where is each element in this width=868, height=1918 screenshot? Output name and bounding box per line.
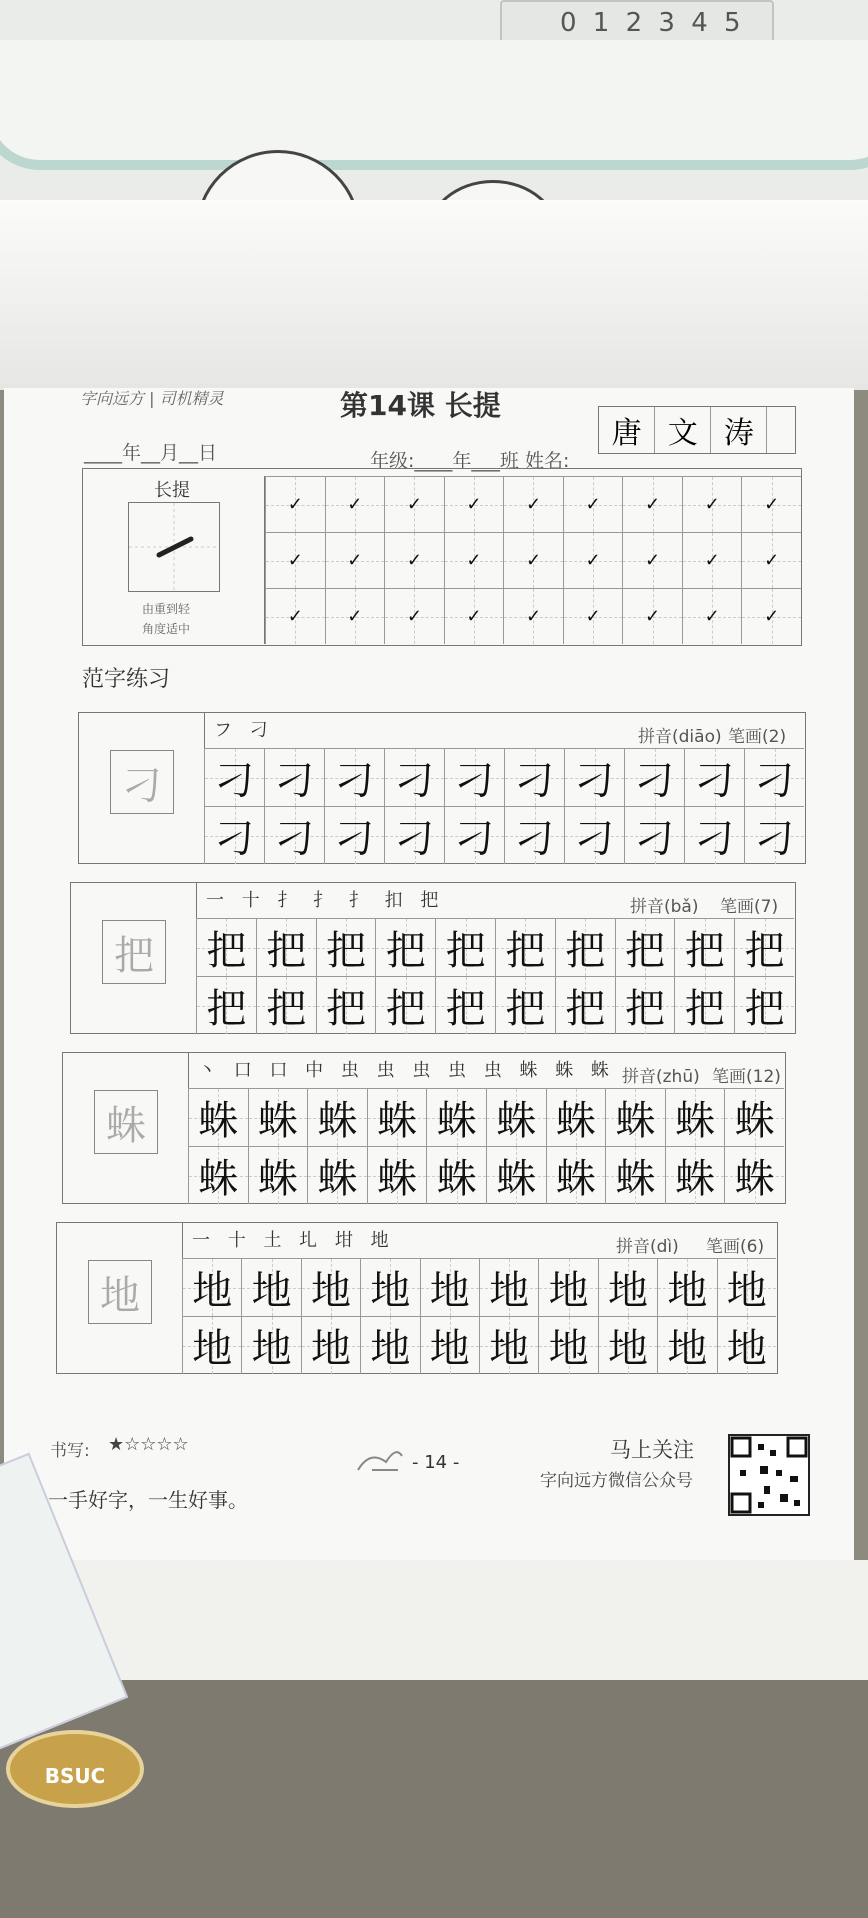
stroke-practice-cell [682, 588, 742, 644]
stroke-order: フ 刁 [214, 720, 274, 741]
handwritten-character: 地 [429, 1326, 470, 1372]
handwritten-character: 地 [192, 1326, 233, 1372]
handwritten-character: 蛛 [436, 1156, 477, 1202]
handwritten-character: 刁 [574, 816, 615, 862]
handwritten-character: 刁 [394, 816, 435, 862]
stroke-practice-cell [325, 532, 385, 588]
handwritten-character: 刁 [394, 758, 435, 804]
section-title: 范字练习 [82, 667, 171, 692]
handwritten-character: 地 [192, 1268, 233, 1314]
handwritten-character: 把 [744, 928, 785, 974]
writing-practice-grid [196, 918, 794, 1032]
stroke-order: 一 十 扌 扌 扌 扣 把 [206, 890, 445, 911]
handwritten-cell [734, 976, 794, 1034]
handwritten-character: 蛛 [317, 1156, 358, 1202]
handwritten-character: 地 [548, 1268, 589, 1314]
handwritten-cell [196, 976, 256, 1034]
long-rise-stroke-diagram [129, 503, 219, 591]
handwritten-character: 刁 [274, 816, 315, 862]
handwritten-cell [420, 1258, 479, 1316]
handwritten-cell [624, 748, 684, 806]
practice-check-mark: ✓ [466, 550, 482, 571]
pinyin: 拼音(dì) [616, 1237, 679, 1257]
handwritten-cell [256, 976, 316, 1034]
handwritten-cell [724, 1146, 784, 1204]
handwritten-cell [546, 1088, 606, 1146]
stroke-practice-cell [444, 476, 504, 532]
handwritten-cell [301, 1316, 360, 1374]
name-char: 涛 [711, 407, 767, 453]
handwritten-character: 地 [489, 1268, 530, 1314]
bsuc-logo: BSUC [6, 1730, 144, 1808]
practice-check-mark: ✓ [585, 550, 601, 571]
stroke-practice-cell [563, 476, 623, 532]
handwritten-cell [307, 1146, 367, 1204]
practice-check-mark: ✓ [347, 606, 363, 627]
practice-check-mark: ✓ [406, 550, 422, 571]
handwritten-cell [307, 1088, 367, 1146]
handwritten-character: 把 [385, 928, 426, 974]
handwritten-character: 把 [206, 928, 247, 974]
stroke-practice-cell [622, 588, 682, 644]
handwritten-cell [486, 1088, 546, 1146]
handwritten-cell [426, 1088, 486, 1146]
stroke-practice-cell [622, 532, 682, 588]
handwritten-cell [375, 918, 435, 976]
writing-practice-grid [188, 1088, 784, 1202]
stroke-practice-cell [682, 532, 742, 588]
model-character: 蛛 [94, 1090, 158, 1154]
stroke-practice-cell [622, 476, 682, 532]
handwritten-character: 地 [607, 1326, 648, 1372]
handwritten-cell [744, 806, 804, 864]
name-blank [767, 407, 795, 453]
handwritten-character: 刁 [214, 816, 255, 862]
stroke-hint-2: 角度适中 [142, 622, 191, 636]
handwritten-cell [538, 1258, 597, 1316]
stroke-practice-cell [265, 532, 325, 588]
model-character: 地 [88, 1260, 152, 1324]
clipboard-holder [0, 40, 868, 170]
handwritten-character: 蛛 [377, 1156, 418, 1202]
handwritten-character: 刁 [334, 816, 375, 862]
handwritten-character: 把 [565, 928, 606, 974]
lesson-title: 第14课 长提 [340, 389, 501, 422]
handwritten-character: 地 [251, 1326, 292, 1372]
stroke-practice-cell [384, 532, 444, 588]
handwritten-cell [495, 918, 555, 976]
handwritten-cell [264, 806, 324, 864]
pinyin: 拼音(zhū) [622, 1067, 700, 1087]
handwritten-character: 把 [505, 928, 546, 974]
stroke-practice-cell [503, 532, 563, 588]
stroke-practice-cell [741, 476, 801, 532]
writing-practice-grid [182, 1258, 776, 1372]
handwritten-character: 把 [744, 986, 785, 1032]
stroke-practice-cell [265, 476, 325, 532]
handwritten-character: 刁 [694, 816, 735, 862]
stroke-practice-cell [563, 588, 623, 644]
handwritten-cell [196, 918, 256, 976]
stroke-count: 笔画(2) [728, 727, 787, 747]
practice-check-mark: ✓ [466, 494, 482, 515]
handwritten-character: 把 [266, 928, 307, 974]
practice-check-mark: ✓ [287, 494, 303, 515]
handwritten-character: 蛛 [496, 1098, 537, 1144]
handwritten-character: 地 [251, 1268, 292, 1314]
practice-check-mark: ✓ [764, 550, 780, 571]
name-boxes [598, 406, 796, 454]
handwritten-cell [605, 1146, 665, 1204]
handwritten-character: 把 [684, 928, 725, 974]
handwritten-character: 地 [726, 1326, 767, 1372]
handwritten-cell [605, 1088, 665, 1146]
stroke-practice-cell [384, 476, 444, 532]
stroke-practice-cell [265, 588, 325, 644]
date-label: ____年__月__日 [84, 442, 218, 464]
handwritten-cell [301, 1258, 360, 1316]
handwritten-cell [615, 918, 675, 976]
handwritten-cell [367, 1146, 427, 1204]
stroke-practice-cell [384, 588, 444, 644]
handwritten-character: 蛛 [555, 1098, 596, 1144]
stroke-hint-1: 由重到轻 [142, 602, 191, 616]
stroke-count: 笔画(6) [706, 1237, 765, 1257]
brand-logo: 字向远方 | 司机精灵 [80, 389, 224, 408]
practice-check-mark: ✓ [645, 606, 661, 627]
stroke-practice-cell [325, 476, 385, 532]
practice-check-mark: ✓ [287, 606, 303, 627]
model-character: 把 [102, 920, 166, 984]
handwritten-character: 刁 [754, 816, 795, 862]
handwritten-cell [657, 1316, 716, 1374]
rolled-paper [0, 200, 868, 390]
handwritten-character: 蛛 [734, 1098, 775, 1144]
handwritten-character: 刁 [454, 816, 495, 862]
handwritten-cell [674, 976, 734, 1034]
handwritten-cell [564, 748, 624, 806]
handwritten-character: 地 [726, 1268, 767, 1314]
practice-check-mark: ✓ [406, 606, 422, 627]
handwritten-character: 刁 [214, 758, 255, 804]
handwritten-character: 把 [565, 986, 606, 1032]
stroke-title: 长提 [154, 480, 190, 501]
handwritten-cell [182, 1258, 241, 1316]
handwritten-character: 刁 [634, 758, 675, 804]
handwritten-cell [435, 976, 495, 1034]
handwritten-cell [564, 806, 624, 864]
handwritten-cell [444, 748, 504, 806]
handwritten-character: 地 [310, 1268, 351, 1314]
handwritten-character: 地 [370, 1268, 411, 1314]
practice-check-mark: ✓ [525, 494, 542, 515]
stroke-practice-cell [503, 476, 563, 532]
handwritten-cell [256, 918, 316, 976]
handwritten-cell [486, 1146, 546, 1204]
motto: 一手好字，一生好事。 [48, 1488, 248, 1512]
stroke-practice-cell [741, 532, 801, 588]
handwritten-cell [444, 806, 504, 864]
handwritten-cell [241, 1316, 300, 1374]
handwritten-cell [360, 1316, 419, 1374]
handwritten-character: 蛛 [734, 1156, 775, 1202]
handwritten-cell [367, 1088, 427, 1146]
handwritten-cell [324, 748, 384, 806]
handwritten-cell [375, 976, 435, 1034]
handwritten-character: 把 [325, 986, 366, 1032]
handwritten-cell [241, 1258, 300, 1316]
handwritten-cell [504, 806, 564, 864]
wechat-label: 字向远方微信公众号 [540, 1471, 693, 1491]
handwritten-cell [182, 1316, 241, 1374]
practice-check-mark: ✓ [645, 550, 661, 571]
stroke-order: 一 十 土 圠 坩 地 [192, 1230, 395, 1251]
handwritten-character: 把 [206, 986, 247, 1032]
stroke-practice-cell [741, 588, 801, 644]
handwritten-cell [717, 1258, 776, 1316]
stroke-order: 丶 口 口 中 虫 虫 虫 虫 虫 蛛 蛛 蛛 [198, 1060, 615, 1081]
model-character: 刁 [110, 750, 174, 814]
practice-check-mark: ✓ [764, 494, 780, 515]
handwritten-cell [248, 1088, 308, 1146]
pinyin: 拼音(diāo) [638, 727, 722, 747]
paper-edge [0, 1560, 868, 1690]
practice-check-mark: ✓ [525, 550, 542, 571]
handwritten-character: 蛛 [257, 1156, 298, 1202]
page-number: - 14 - [412, 1452, 460, 1473]
handwritten-cell [684, 806, 744, 864]
handwritten-character: 地 [429, 1268, 470, 1314]
practice-check-mark: ✓ [764, 606, 780, 627]
handwritten-character: 地 [370, 1326, 411, 1372]
handwritten-cell [360, 1258, 419, 1316]
handwritten-character: 蛛 [675, 1156, 716, 1202]
handwritten-character: 把 [266, 986, 307, 1032]
handwritten-cell [598, 1316, 657, 1374]
handwritten-cell [538, 1316, 597, 1374]
practice-check-mark: ✓ [585, 494, 601, 515]
practice-check-mark: ✓ [704, 494, 720, 515]
handwritten-character: 蛛 [257, 1098, 298, 1144]
handwritten-character: 地 [667, 1268, 708, 1314]
handwritten-character: 地 [667, 1326, 708, 1372]
handwritten-character: 刁 [514, 816, 555, 862]
practice-check-mark: ✓ [525, 606, 542, 627]
handwritten-cell [504, 748, 564, 806]
handwritten-cell [546, 1146, 606, 1204]
practice-check-mark: ✓ [645, 494, 661, 515]
handwritten-cell [204, 806, 264, 864]
handwritten-cell [684, 748, 744, 806]
handwritten-character: 把 [445, 986, 486, 1032]
handwritten-cell [555, 976, 615, 1034]
handwritten-cell [188, 1146, 248, 1204]
handwritten-character: 蛛 [496, 1156, 537, 1202]
ruler-markings: 0 1 2 3 4 5 [560, 8, 745, 38]
handwritten-character: 蛛 [377, 1098, 418, 1144]
handwritten-character: 蛛 [198, 1156, 239, 1202]
handwritten-character: 刁 [454, 758, 495, 804]
desk-surface [0, 1680, 868, 1918]
handwritten-character: 把 [505, 986, 546, 1032]
stroke-demo-box [128, 502, 220, 592]
handwritten-cell [744, 748, 804, 806]
stroke-practice-cell [444, 532, 504, 588]
practice-check-mark: ✓ [406, 494, 422, 515]
stroke-practice-cell [682, 476, 742, 532]
handwritten-character: 刁 [274, 758, 315, 804]
handwritten-character: 把 [624, 928, 665, 974]
handwritten-cell [724, 1088, 784, 1146]
handwritten-character: 刁 [694, 758, 735, 804]
handwritten-cell [665, 1146, 725, 1204]
handwritten-character: 刁 [634, 816, 675, 862]
stroke-practice-cell [325, 588, 385, 644]
practice-check-mark: ✓ [704, 550, 720, 571]
handwritten-cell [479, 1258, 538, 1316]
handwritten-cell [598, 1258, 657, 1316]
handwritten-character: 蛛 [317, 1098, 358, 1144]
stroke-practice-cell [444, 588, 504, 644]
handwritten-cell [657, 1258, 716, 1316]
handwritten-character: 蛛 [436, 1098, 477, 1144]
handwritten-cell [495, 976, 555, 1034]
handwritten-character: 刁 [574, 758, 615, 804]
handwritten-cell [204, 748, 264, 806]
handwritten-cell [734, 918, 794, 976]
handwritten-cell [324, 806, 384, 864]
handwritten-character: 蛛 [675, 1098, 716, 1144]
stroke-practice-grid [264, 476, 801, 644]
stroke-count: 笔画(7) [720, 897, 779, 917]
qr-code [728, 1434, 810, 1516]
practice-check-mark: ✓ [347, 494, 363, 515]
handwritten-character: 把 [624, 986, 665, 1032]
handwritten-cell [624, 806, 684, 864]
rabbit-icon [352, 1440, 408, 1476]
stroke-practice-cell [503, 588, 563, 644]
handwritten-character: 把 [445, 928, 486, 974]
handwritten-cell [426, 1146, 486, 1204]
stroke-practice-cell [563, 532, 623, 588]
handwritten-cell [674, 918, 734, 976]
name-char: 唐 [599, 407, 655, 453]
handwritten-cell [420, 1316, 479, 1374]
practice-check-mark: ✓ [347, 550, 363, 571]
grade-class-name-label: 年级:____年___班 姓名: [370, 450, 570, 472]
practice-check-mark: ✓ [585, 606, 601, 627]
handwritten-character: 地 [310, 1326, 351, 1372]
handwritten-character: 把 [325, 928, 366, 974]
name-char: 文 [655, 407, 711, 453]
handwritten-cell [479, 1316, 538, 1374]
handwritten-cell [615, 976, 675, 1034]
handwritten-cell [316, 918, 376, 976]
handwritten-cell [435, 918, 495, 976]
handwritten-character: 蛛 [198, 1098, 239, 1144]
practice-check-mark: ✓ [287, 550, 303, 571]
handwritten-character: 地 [489, 1326, 530, 1372]
handwritten-cell [384, 806, 444, 864]
handwritten-character: 把 [684, 986, 725, 1032]
follow-label: 马上关注 [610, 1438, 694, 1462]
handwritten-cell [384, 748, 444, 806]
handwritten-character: 刁 [334, 758, 375, 804]
handwritten-character: 地 [607, 1268, 648, 1314]
pinyin: 拼音(bǎ) [630, 897, 699, 917]
handwritten-cell [188, 1088, 248, 1146]
handwritten-cell [717, 1316, 776, 1374]
handwritten-cell [264, 748, 324, 806]
handwritten-cell [665, 1088, 725, 1146]
practice-check-mark: ✓ [704, 606, 720, 627]
handwritten-cell [316, 976, 376, 1034]
handwritten-character: 地 [548, 1326, 589, 1372]
handwritten-character: 刁 [514, 758, 555, 804]
handwritten-character: 蛛 [615, 1156, 656, 1202]
handwritten-cell [555, 918, 615, 976]
rating-stars[interactable]: ★☆☆☆☆ [108, 1434, 189, 1455]
writing-practice-grid [204, 748, 804, 862]
practice-check-mark: ✓ [466, 606, 482, 627]
handwritten-character: 把 [385, 986, 426, 1032]
handwritten-character: 刁 [754, 758, 795, 804]
rating-label: 书写: [50, 1441, 90, 1461]
handwritten-character: 蛛 [615, 1098, 656, 1144]
handwritten-cell [248, 1146, 308, 1204]
handwritten-character: 蛛 [555, 1156, 596, 1202]
stroke-count: 笔画(12) [712, 1067, 781, 1087]
